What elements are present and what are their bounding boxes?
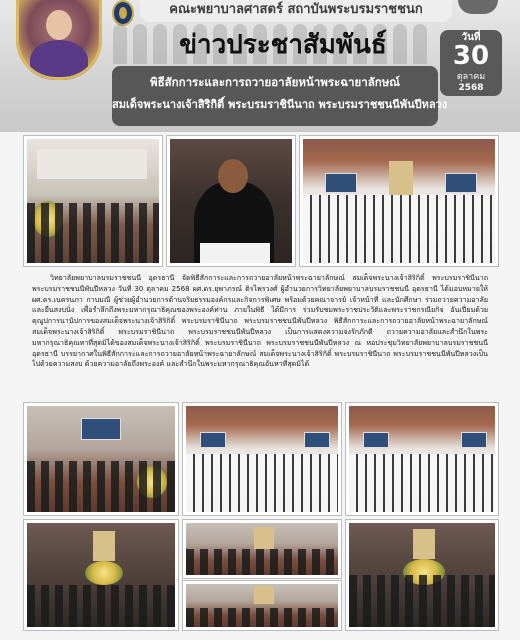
date-day: 30 [452,41,490,71]
attendees-group [27,461,175,512]
headline-line-1: พิธีสักการะและการถวายอาลัยหน้าพระฉายาลักษณ์ [150,75,400,89]
seated-students [186,454,338,512]
headline-line-2: สมเด็จพระนางเจ้าสิริกิติ์ พระบรมราชินีนาถ พระบรมราชชนนีพันปีหลวง [112,98,448,111]
faculty-banner: คณะพยาบาลศาสตร์ สถาบันพระบรมราชชนก [140,0,452,22]
portrait-frame [16,0,102,80]
photo-staff-kneeling [24,520,178,630]
date-badge [440,30,502,96]
seated-students [303,195,495,263]
projection-screen-right [445,173,477,193]
date-month: ตุลาคม [456,72,486,82]
royal-portrait-stand [389,161,413,195]
photo-auditorium-ceremony [300,136,498,266]
photo-ceremony-stage [24,403,178,515]
date-label: วันที่ [461,32,481,43]
projection-screen-left [325,173,357,193]
staff-group [186,549,338,575]
date-year: 2568 [458,83,484,93]
photo-signing-book [167,136,295,266]
student-group [186,608,338,627]
attendees-group [27,203,159,263]
photo-executives-standing [346,520,498,630]
photo-group-students [183,581,341,630]
news-title: ข่าวประชาสัมพันธ์ [179,30,387,60]
photo-ceremony-lineup [24,136,162,266]
condolence-book [200,243,270,263]
staff-group [27,585,175,627]
photo-group-standing [183,520,341,578]
executives-group [349,575,495,627]
seated-students [349,454,495,512]
photo-hall-overview [183,403,341,515]
photo-hall-students [346,403,498,515]
article-body-text: วิทยาลัยพยาบาลบรมราชชนนี อุดรธานี จัดพิธีสักการะและการถวายอาลัยหน้าพระฉายาลักษณ์ สมเด็จพระนางเจ้าสิริกิติ์ พระบรมราชินีนาถ พระบรมราชชนนีพันปีหลวง วันที่ 30 ตุลาคม 2568 ผศ.ดร.ยุพาภรณ์ ติรไพรวงศ์ ผู้อำนวยการวิทยาลัยพยาบาลบรมราชชนนี อุดรธานี ได้มอบหมายให้ ผศ.ดร.เนตรนภา กาบมณี ผู้ช่วยผู้อำนวยการด้านจริยธรรมองค์กรและกิจการพิเศษ พร้อมด้วยคณาจารย์ เจ้าหน้าที่ และนักศึกษา ร่วมถวายความอาลัยและยืนสงบนิ่ง เพื่อรำลึกถึงพระมหากรุณาธิคุณของพระองค์ท่าน ภายในพิธี ได้มีการ ร่วมรับชมพระราชประวัติและพระราชกรณียกิจ อันเปี่ยมด้วยคุณูปการนานัปการของสมเด็จพระนางเจ้าสิริกิติ์ พระบรมราชินีนาถ พระบรมราชชนนีพันปีหลวง พิธีสักการะและการถวายอาลัยหน้าพระฉายาลักษณ์ สมเด็จพระนางเจ้าสิริกิติ์ พระบรมราชินีนาถ พระบรมราชชนนีพันปีหลวง เป็นการแสดงความจงรักภักดี ถวายความอาลัยและสำนึกในพระมหากรุณาธิคุณหาที่สุดมิได้ของสมเด็จพระนางเจ้าสิริกิติ์ พระบรมราชินีนาถ พระบรมราชชนนีพันปีหลวง ณ หอประชุมวิทยาลัยพยาบาลบรมราชชนนี อุดรธานี บรรยากาศในพิธีสักการะและการถวายอาลัยหน้าพระฉายาลักษณ์ สมเด็จพระนางเจ้าสิริกิติ์ พระบรมราชินีนาถ พระบรมราชชนนีพันปีหลวงเป็นไปด้วยความสงบ ด้วยความอาลัยถึงพระองค์ และสำนึกในพระมหากรุณาธิคุณอันหาที่สุดมิได้ [32,273,488,369]
royal-portrait-image [16,0,102,80]
headline-box [112,66,448,126]
